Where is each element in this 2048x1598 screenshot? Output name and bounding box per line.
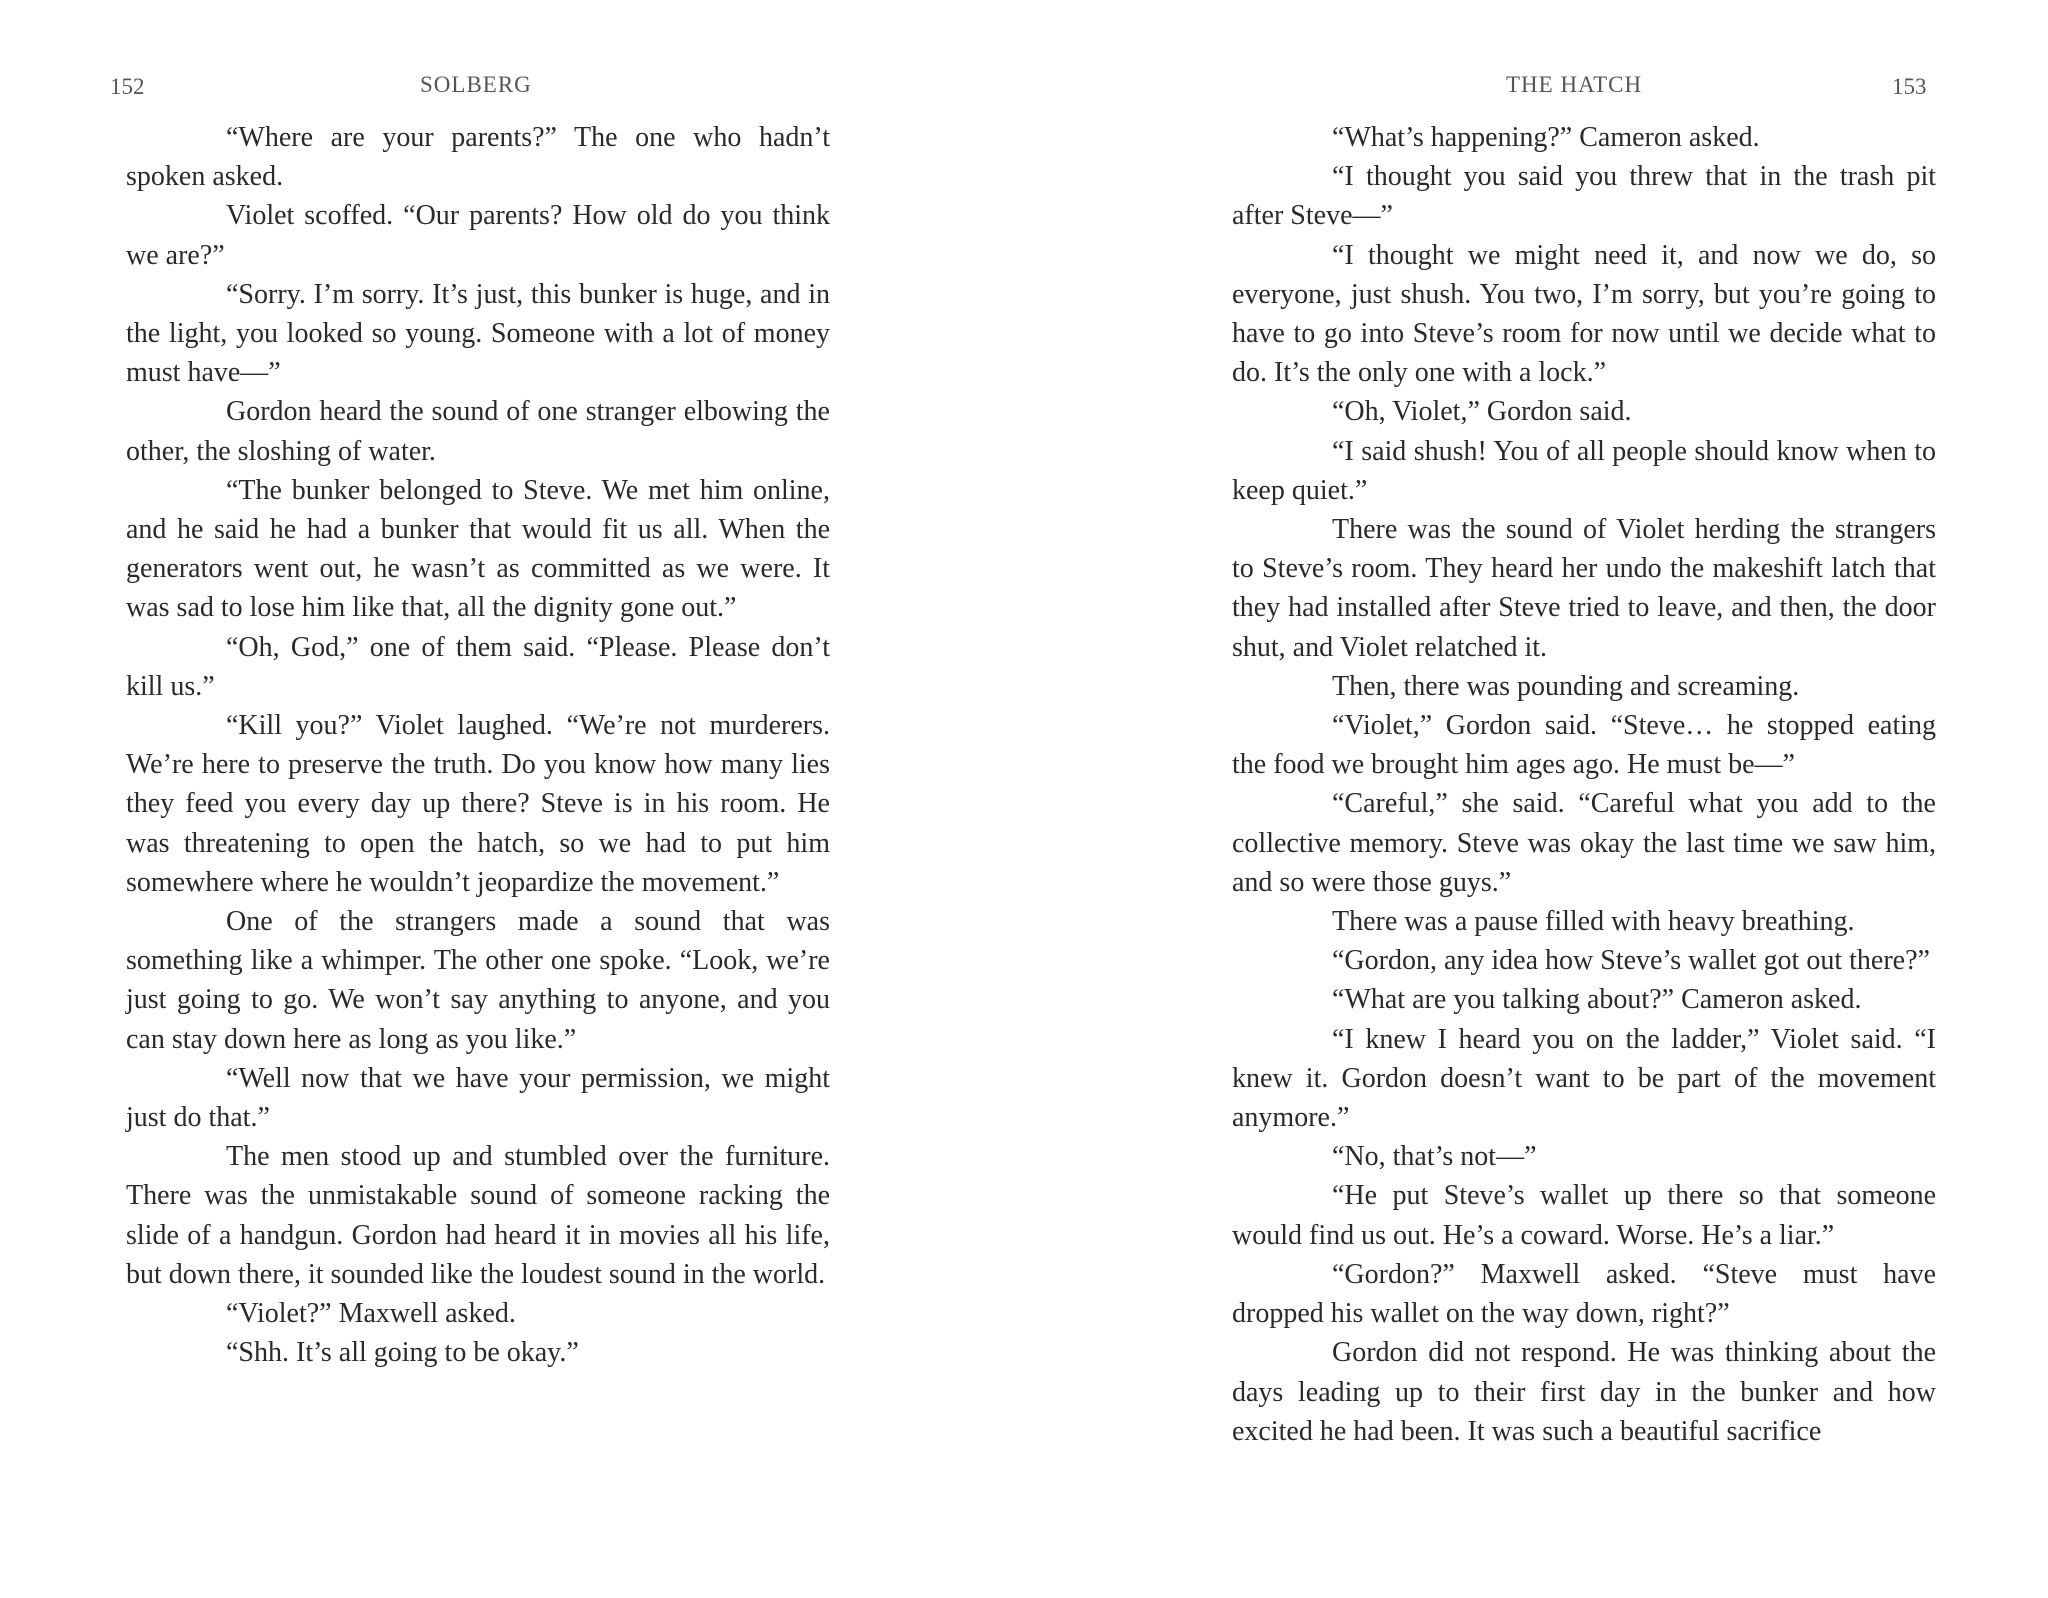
- right-page: [1024, 0, 2048, 1598]
- paragraph: “I thought you said you threw that in the trash pit after Steve—”: [1232, 161, 1936, 232]
- body-text-left: [126, 118, 830, 1373]
- paragraph: “Gordon?” Maxwell asked. “Steve must have dropped his wallet on the way down, right?”: [1232, 1258, 1936, 1330]
- paragraph: “Oh, God,” one of them said. “Please. Please don’t kill us.”: [126, 631, 830, 702]
- paragraph: “Violet,” Gordon said. “Steve… he stopped eating the food we brought him ages ago. He must be—”: [1232, 710, 1936, 781]
- paragraph: “Oh, Violet,” Gordon said.: [1332, 396, 1632, 428]
- paragraph: “He put Steve’s wallet up there so that someone would find us out. He’s a coward. Worse. He’s a liar.”: [1232, 1180, 1936, 1251]
- running-head-author: SOLBERG: [420, 72, 532, 97]
- paragraph: “Shh. It’s all going to be okay.”: [226, 1337, 579, 1369]
- page-number-right: 153: [1892, 74, 1927, 99]
- paragraph: “Kill you?” Violet laughed. “We’re not murderers. We’re here to preserve the truth. Do you know how many lies they feed you every day up there? Steve is in his room. He was threatening to open the hatch, so we had to put him somewhere where he wouldn’t jeopardize the movement.”: [126, 710, 830, 898]
- paragraph: Then, there was pounding and screaming.: [1332, 670, 1800, 702]
- paragraph: “Violet?” Maxwell asked.: [226, 1298, 516, 1330]
- paragraph: Violet scoffed. “Our parents? How old do you think we are?”: [126, 200, 830, 271]
- page-number-left: 152: [110, 74, 145, 99]
- paragraph: Gordon did not respond. He was thinking about the days leading up to their first day in the bunker and how excited he had been. It was such a beautiful sacrifice: [1232, 1337, 1936, 1447]
- paragraph: Gordon heard the sound of one stranger elbowing the other, the sloshing of water.: [126, 396, 830, 467]
- paragraph: “I knew I heard you on the ladder,” Violet said. “I knew it. Gordon doesn’t want to be part of the movement anymore.”: [1232, 1023, 1936, 1134]
- paragraph: “I said shush! You of all people should know when to keep quiet.”: [1232, 435, 1936, 506]
- paragraph: The men stood up and stumbled over the furniture. There was the unmistakable sound of someone racking the slide of a handgun. Gordon had heard it in movies all his life, but down there, it sounded like the loudest sound in the world.: [126, 1141, 830, 1290]
- paragraph: “Sorry. I’m sorry. It’s just, this bunker is huge, and in the light, you looked so young. Someone with a lot of money must have—”: [126, 278, 830, 389]
- paragraph: “No, that’s not—”: [1332, 1141, 1537, 1173]
- running-head-title: THE HATCH: [1506, 72, 1643, 97]
- paragraph: There was a pause filled with heavy breathing.: [1332, 906, 1855, 938]
- paragraph: “The bunker belonged to Steve. We met him online, and he said he had a bunker that would fit us all. When the generators went out, he wasn’t as committed as we were. It was sad to lose him like that, all the dignity gone out.”: [126, 474, 830, 624]
- body-text-right: [1232, 118, 1936, 1451]
- paragraph: “Careful,” she said. “Careful what you add to the collective memory. Steve was okay the last time we saw him, and so were those guys.”: [1232, 788, 1936, 898]
- paragraph: One of the strangers made a sound that was something like a whimper. The other one spoke. “Look, we’re just going to go. We won’t say anything to anyone, and you can stay down here as long as you like.”: [126, 906, 830, 1055]
- paragraph: “What’s happening?” Cameron asked.: [1332, 122, 1760, 153]
- paragraph: “I thought we might need it, and now we do, so everyone, just shush. You two, I’m sorry, but you’re going to have to go into Steve’s room for now until we decide what to do. It’s the only one with a lock.”: [1232, 239, 1936, 389]
- paragraph: “Where are your parents?” The one who hadn’t spoken asked.: [126, 122, 830, 193]
- paragraph: “Well now that we have your permission, we might just do that.”: [126, 1062, 830, 1134]
- paragraph: “Gordon, any idea how Steve’s wallet got out there?”: [1332, 945, 1930, 977]
- paragraph: There was the sound of Violet herding the strangers to Steve’s room. They heard her undo the makeshift latch that they had installed after Steve tried to leave, and then, the door shut, and Violet relatched it.: [1232, 514, 1936, 663]
- paragraph: “What are you talking about?” Cameron asked.: [1332, 984, 1862, 1016]
